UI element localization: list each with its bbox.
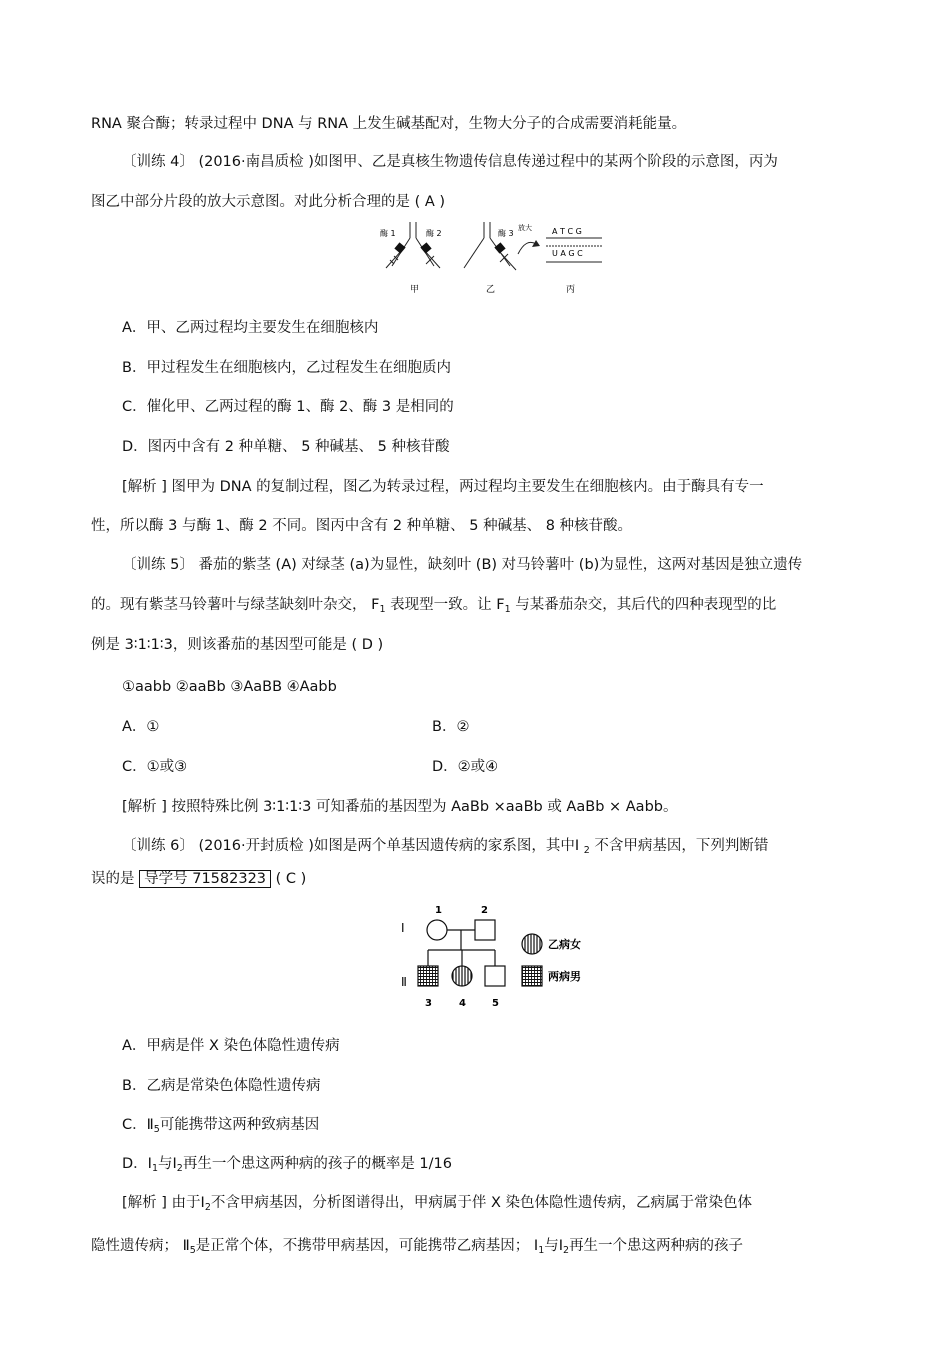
individual-number: 5 — [492, 998, 499, 1009]
training5-option-b: B．② — [432, 719, 470, 735]
guide-number-box: 导学号 71582323 — [139, 870, 271, 888]
training5-question-line1: 〔训练 5〕 番茄的紫茎 (A) 对绿茎 (a)为显性，缺刻叶 (B) 对马铃薯叶 (b)为显性，这两对基因是独立遗传 — [122, 557, 803, 573]
enzyme2-label: 酶 2 — [426, 229, 442, 238]
generation-two-label: Ⅱ — [401, 975, 407, 989]
figure-caption-bing: 丙 — [566, 285, 576, 295]
training6-analysis-line2: 隐性遗传病； $Ⅱ_5$是正常个体，不携带甲病基因，可能携带乙病基因； $Ⅰ_1$与$Ⅰ_2$再生一个患这两种病的孩子 — [91, 1238, 744, 1256]
training6-option-c: C．$Ⅱ_5$可能携带这两种致病基因 — [122, 1117, 320, 1135]
training5-question-line2: 的。现有紫茎马铃薯叶与绿茎缺刻叶杂交， $F_1$ 表现型一致。让 $F_1$ 与某番茄杂交，其后代的四种表现型的比 — [91, 597, 777, 615]
training4-option-c: C．催化甲、乙两过程的酶 1、酶 2、酶 3 是相同的 — [122, 399, 454, 415]
individual-number: 3 — [425, 998, 432, 1009]
figure-caption-yi: 乙 — [486, 285, 496, 295]
zoom-arrow-icon — [518, 242, 536, 254]
training6-option-b: B．乙病是常染色体隐性遗传病 — [122, 1078, 321, 1094]
training5-choices: ①aabb ②aaBb ③AaBB ④Aabb — [122, 679, 337, 695]
training6-question-line1: 〔训练 6〕 (2016·开封质检 )如图是两个单基因遗传病的家系图，其中Ⅰ $_2$ 不含甲病基因，下列判断错 — [122, 838, 769, 856]
training4-option-b: B．甲过程发生在细胞核内，乙过程发生在细胞质内 — [122, 360, 451, 376]
generation-one-label: Ⅰ — [401, 921, 405, 935]
paragraph-line: RNA 聚合酶；转录过程中 DNA 与 RNA 上发生碱基配对，生物大分子的合成需要消耗能量。 — [91, 116, 687, 132]
enzyme1-label: 酶 1 — [380, 229, 396, 238]
training4-question-line2: 图乙中部分片段的放大示意图。对此分析合理的是 ( A ) — [91, 194, 446, 210]
pedigree-figure — [395, 900, 600, 1012]
training5-option-a: A．① — [122, 719, 160, 735]
training5-option-d: D．②或④ — [432, 759, 499, 775]
training5-question-line3: 例是 3∶1∶1∶3，则该番茄的基因型可能是 ( D ) — [91, 637, 384, 653]
legend-male-both: 两病男 — [548, 970, 581, 983]
female-normal — [427, 920, 447, 940]
zoom-label: 放大 — [518, 224, 532, 232]
male-normal — [475, 920, 495, 940]
training6-question-line2: 误的是 导学号 71582323 ( C ) — [91, 871, 307, 887]
individual-number: 4 — [459, 998, 466, 1009]
female-disease-b — [452, 966, 472, 986]
legend-male-both-icon — [522, 966, 542, 986]
sequence-top: A T C G — [552, 227, 582, 236]
enzyme3-label: 酶 3 — [498, 229, 514, 238]
training4-option-d: D．图丙中含有 2 种单糖、 5 种碱基、 5 种核苷酸 — [122, 439, 450, 455]
training4-option-a: A．甲、乙两过程均主要发生在细胞核内 — [122, 320, 379, 336]
training5-analysis: [解析 ] 按照特殊比例 3∶1∶1∶3 可知番茄的基因型为 AaBb ×aaBb 或 AaBb × Aabb。 — [122, 799, 678, 815]
male-normal — [485, 966, 505, 986]
legend-female-disease-b: 乙病女 — [548, 938, 581, 951]
training5-option-c: C．①或③ — [122, 759, 188, 775]
training6-option-a: A．甲病是伴 X 染色体隐性遗传病 — [122, 1038, 340, 1054]
figure-caption-jia: 甲 — [410, 285, 420, 295]
training6-option-d: D．$Ⅰ_1$与$Ⅰ_2$再生一个患这两种病的孩子的概率是 1/16 — [122, 1156, 452, 1174]
male-both-diseases — [418, 966, 438, 986]
dna-replication-transcription-figure — [380, 220, 610, 300]
training4-question-line1: 〔训练 4〕 (2016·南昌质检 )如图甲、乙是真核生物遗传信息传递过程中的某两个阶段的示意图，丙为 — [122, 154, 778, 170]
sequence-bottom: U A G C — [552, 249, 583, 258]
training4-analysis-line1: [解析 ] 图甲为 DNA 的复制过程，图乙为转录过程，两过程均主要发生在细胞核内。由于酶具有专一 — [122, 479, 764, 495]
training4-analysis-line2: 性，所以酶 3 与酶 1、酶 2 不同。图丙中含有 2 种单糖、 5 种碱基、 8 种核苷酸。 — [91, 518, 633, 534]
individual-number: 2 — [481, 905, 488, 916]
individual-number: 1 — [435, 905, 442, 916]
legend-female-disease-b-icon — [522, 934, 542, 954]
training6-analysis-line1: [解析 ] 由于$Ⅰ_2$不含甲病基因，分析图谱得出，甲病属于伴 X 染色体隐性遗传病，乙病属于常染色体 — [122, 1195, 753, 1213]
